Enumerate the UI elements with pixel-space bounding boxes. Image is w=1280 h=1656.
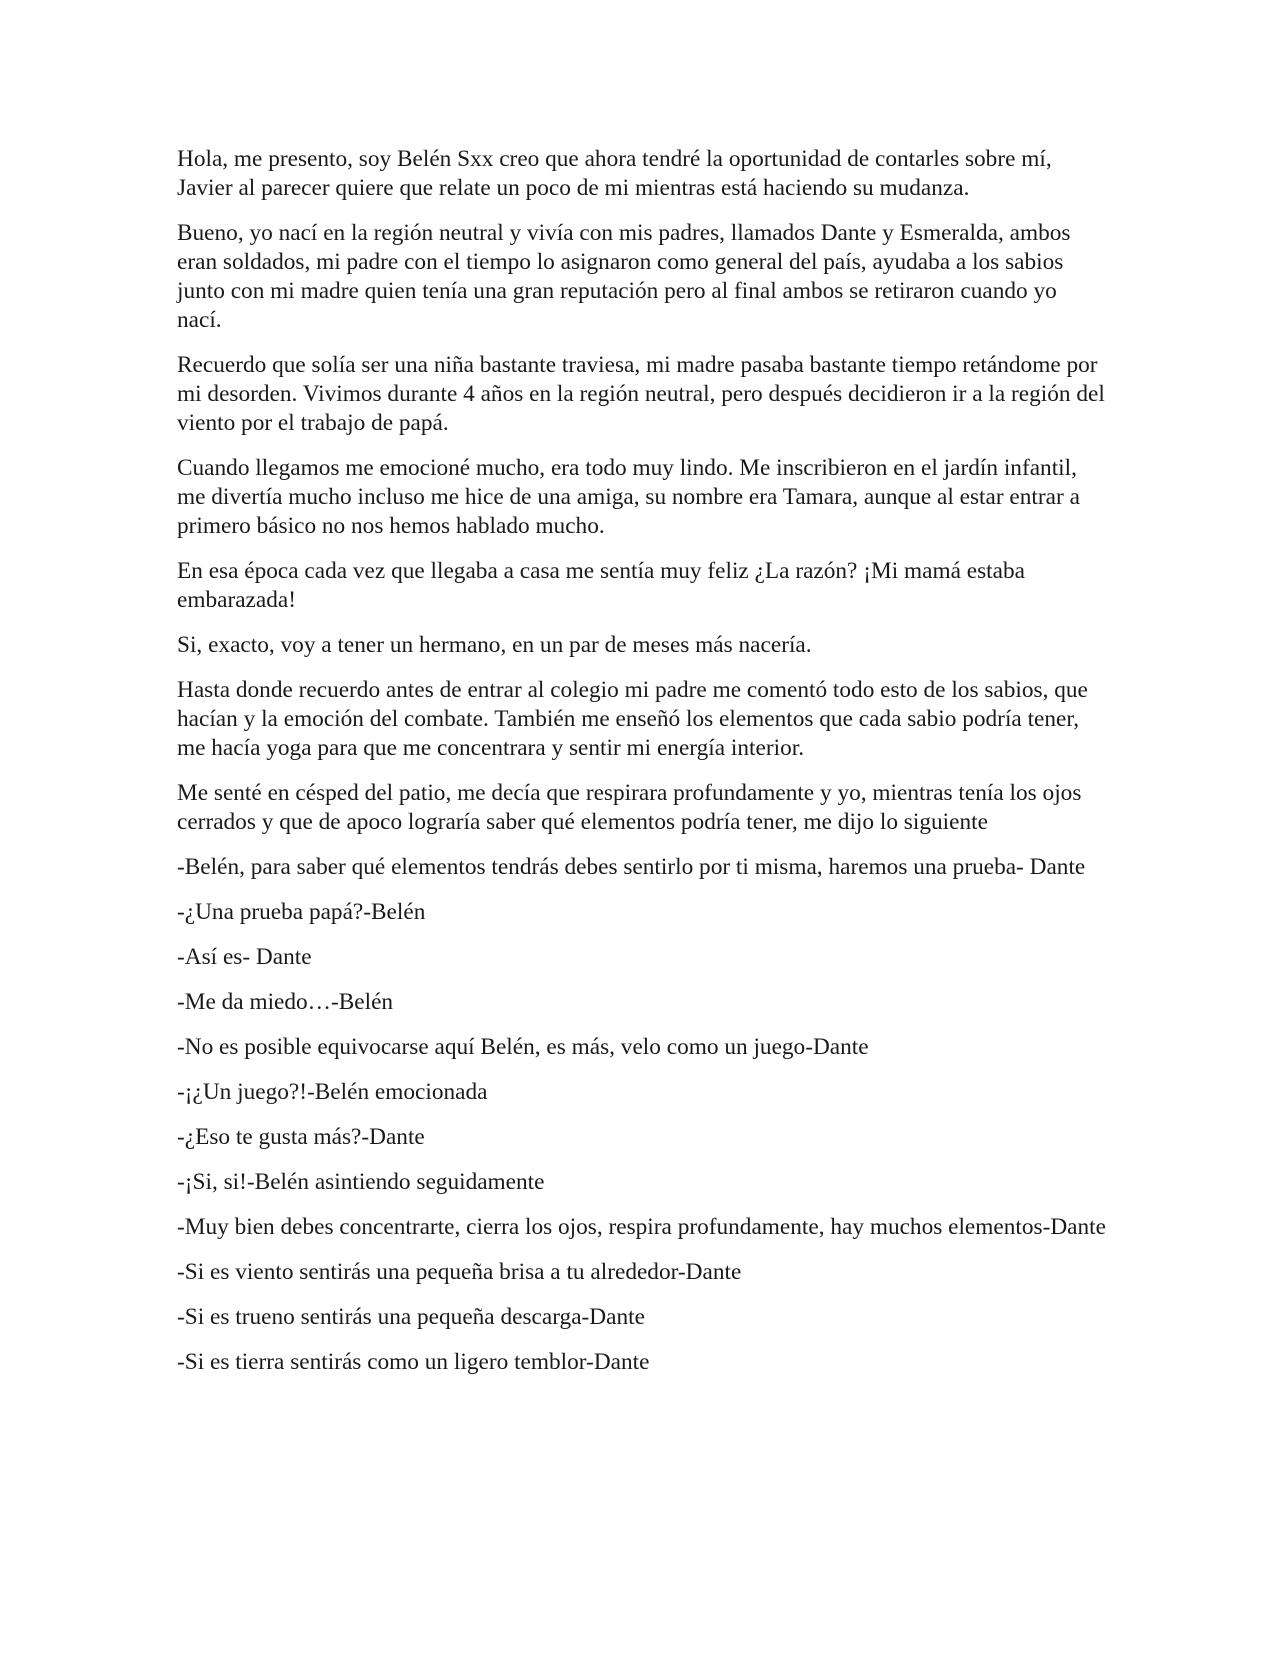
dialogue-line: -¡Si, si!-Belén asintiendo seguidamente [177, 1169, 545, 1195]
dialogue-line: -Si es viento sentirás una pequeña brisa a tu alrededor-Dante [177, 1259, 742, 1285]
paragraph-intro: Hola, me presento, soy Belén Sxx creo que ahora tendré la oportunidad de contarles sobre mí, Javier al parecer quiere que relate un poco de mi mientras está haciendo su mudanza. [177, 146, 1052, 201]
dialogue-line: -Si es trueno sentirás una pequeña descarga-Dante [177, 1304, 645, 1330]
paragraph-pregnancy: En esa época cada vez que llegaba a casa me sentía muy feliz ¿La razón? ¡Mi mamá estaba embarazada! [177, 558, 1025, 613]
dialogue-line: -¡¿Un juego?!-Belén emocionada [177, 1079, 488, 1105]
dialogue-line: -Belén, para saber qué elementos tendrás debes sentirlo por ti misma, haremos una prueba- Dante [177, 854, 1086, 880]
dialogue-line: -Muy bien debes concentrarte, cierra los ojos, respira profundamente, hay muchos elementos-Dante [177, 1214, 1106, 1240]
dialogue-line: -Me da miedo…-Belén [177, 989, 394, 1015]
paragraph-childhood: Recuerdo que solía ser una niña bastante traviesa, mi madre pasaba bastante tiempo retándome por mi desorden. Vivimos durante 4 años en la región neutral, pero después decidieron ir a la región del viento por el trabajo de papá. [177, 352, 1105, 436]
document-page [177, 145, 1107, 1393]
dialogue-line: -Si es tierra sentirás como un ligero temblor-Dante [177, 1349, 650, 1375]
dialogue-line: -Así es- Dante [177, 944, 312, 970]
dialogue-line: -No es posible equivocarse aquí Belén, es más, velo como un juego-Dante [177, 1034, 869, 1060]
paragraph-birth: Bueno, yo nací en la región neutral y vivía con mis padres, llamados Dante y Esmeralda, ambos eran soldados, mi padre con el tiempo lo asignaron como general del país, ayudaba a los sabios junto con mi madre quien tenía una gran reputación pero al final ambos se retiraron cuando yo nací. [177, 220, 1071, 333]
paragraph-kindergarten: Cuando llegamos me emocioné mucho, era todo muy lindo. Me inscribieron en el jardín infantil, me divertía mucho incluso me hice de una amiga, su nombre era Tamara, aunque al estar entrar a primero básico no nos hemos hablado mucho. [177, 455, 1080, 539]
paragraph-brother: Si, exacto, voy a tener un hermano, en un par de meses más nacería. [177, 632, 812, 658]
paragraph-sages: Hasta donde recuerdo antes de entrar al colegio mi padre me comentó todo esto de los sabios, que hacían y la emoción del combate. También me enseñó los elementos que cada sabio podría tener, me hacía yoga para que me concentrara y sentir mi energía interior. [177, 677, 1088, 761]
paragraph-garden: Me senté en césped del patio, me decía que respirara profundamente y yo, mientras tenía los ojos cerrados y que de apoco lograría saber qué elementos podría tener, me dijo lo siguiente [177, 780, 1082, 835]
dialogue-line: -¿Eso te gusta más?-Dante [177, 1124, 425, 1150]
dialogue-line: -¿Una prueba papá?-Belén [177, 899, 426, 925]
